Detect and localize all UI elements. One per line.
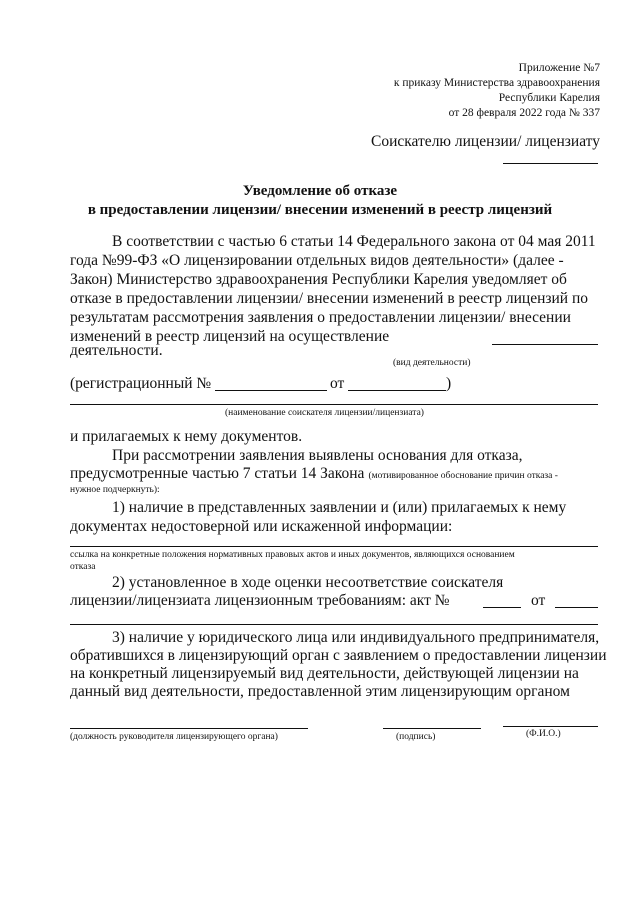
appendix-number: Приложение №7 [518,62,600,74]
grounds-hint-continued: нужное подчеркнуть): [70,485,160,495]
full-name-blank [503,726,598,727]
item-3-line: обратившихся в лицензирующий орган с заявлением о предоставлении лицензии [70,647,607,664]
item-2-line: 2) установленное в ходе оценки несоответствие соискателя [112,574,504,591]
item-3-line: данный вид деятельности, предоставленной этим лицензирующим органом [70,683,570,700]
item-2-blank [70,624,598,625]
grounds-text: предусмотренные частью 7 статьи 14 Закона [70,465,365,482]
item-2-line: лицензии/лицензиата лицензионным требованиям: акт № [70,592,450,609]
activity-type-hint: (вид деятельности) [393,358,471,368]
addressee-label: Соискателю лицензии/ лицензиату [371,133,600,150]
paragraph-line [70,465,558,483]
full-name-hint: (Ф.И.О.) [526,729,561,739]
item-3-line: на конкретный лицензируемый вид деятельности, действующей лицензии на [70,665,579,682]
paragraph-line: результатам рассмотрения заявления о предоставлении лицензии/ внесении [70,309,571,326]
paragraph-line: изменений в реестр лицензий на осуществление [70,328,390,345]
legal-basis-hint: ссылка на конкретные положения нормативных правовых актов и иных документов, являющихся основанием [70,550,515,560]
paragraph-line: При рассмотрении заявления выявлены основания для отказа, [112,447,523,464]
act-date-blank [555,607,598,608]
act-from-label: от [531,592,546,609]
paragraph-line: деятельности. [70,342,163,359]
item-1-line: 1) наличие в представленных заявлении и (или) прилагаемых к нему [112,499,567,516]
item-1-blank [70,546,598,547]
applicant-name-blank [70,404,598,405]
paragraph-line: года №99-ФЗ «О лицензировании отдельных видов деятельности» (далее - [70,252,564,269]
paragraph-line: и прилагаемых к нему документов. [70,428,303,445]
activity-type-blank [492,344,598,345]
region-name: Республики Карелия [498,92,600,104]
order-date: от 28 февраля 2022 года № 337 [448,107,600,119]
order-reference: к приказу Министерства здравоохранения [393,77,600,89]
paragraph-line: отказе в предоставлении лицензии/ внесении изменений в реестр лицензий по [70,290,589,307]
signature-blank [383,728,481,729]
addressee-blank [503,163,598,164]
legal-basis-hint-continued: отказа [70,562,96,572]
registration-from-label: от [330,375,345,392]
position-blank [70,728,308,729]
registration-close: ) [446,375,452,392]
document-title: Уведомление об отказе [242,183,398,199]
position-hint: (должность руководителя лицензирующего органа) [70,732,278,742]
paragraph-line: В соответствии с частью 6 статьи 14 Федерального закона от 04 мая 2011 [112,233,596,250]
item-1-line: документах недостоверной или искаженной информации: [70,518,453,535]
signature-hint: (подпись) [396,732,436,742]
act-number-blank [483,607,521,608]
paragraph-line: Закон) Министерство здравоохранения Республики Карелия уведомляет об [70,271,567,288]
document-subtitle: в предоставлении лицензии/ внесении изменений в реестр лицензий [87,202,553,218]
registration-label: (регистрационный № [70,375,212,392]
registration-number-blank [215,390,327,391]
item-3-line: 3) наличие у юридического лица или индивидуального предпринимателя, [112,629,600,646]
applicant-name-hint: (наименование соискателя лицензии/лицензиата) [225,408,424,418]
registration-date-blank [348,390,446,391]
grounds-hint: (мотивированное обоснование причин отказа - [368,471,558,481]
